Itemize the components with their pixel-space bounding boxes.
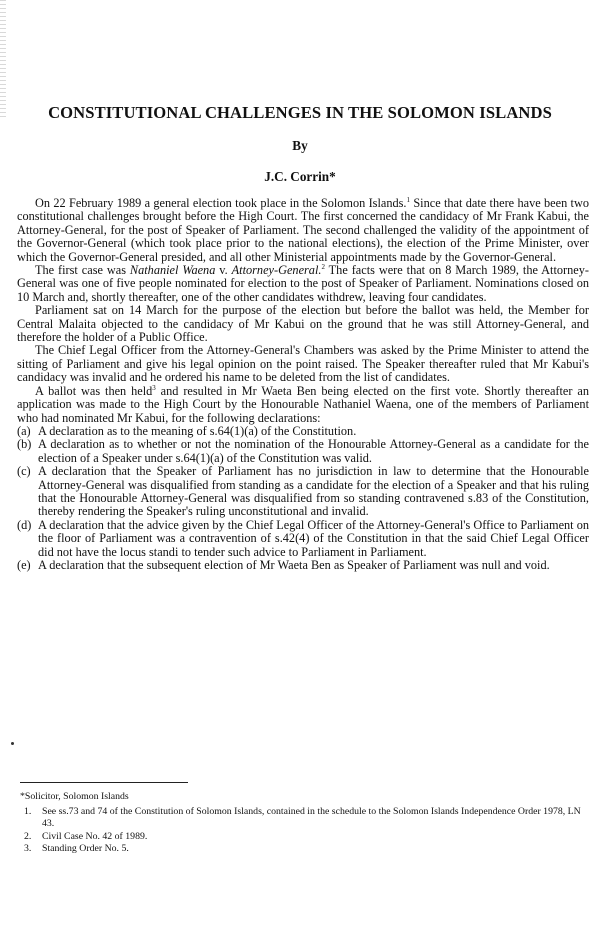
footnote-divider: [20, 782, 188, 783]
footnote-text: Standing Order No. 5.: [42, 842, 129, 854]
paragraph-5: [17, 385, 589, 425]
margin-dot: [11, 742, 14, 745]
declaration-item: [17, 438, 589, 465]
footnotes: [20, 791, 586, 855]
declaration-item: [17, 425, 589, 438]
footnote-ref-2: 2: [321, 262, 325, 271]
declaration-text: A declaration that the Speaker of Parliament has no jurisdiction in law to determine that the Honourable Attorney-General was disqualified from standing as a candidate for the election of a Speaker and that his ruling that the Honourable Attorney-General was disqualified from so standing contravened s.83 of the Constitution, thereby rendering the Speaker's ruling unconstitutional and invalid.: [38, 464, 589, 519]
footnote-number: 2.: [24, 830, 32, 842]
paragraph-3: Parliament sat on 14 March for the purpose of the election but before the ballot was held, the Member for Central Malaita objected to the candidacy of Mr Kabui on the ground that he was still Attorney-General, and therefore the holder of a Public Office.: [17, 303, 589, 345]
paragraph-1-text-a: On 22 February 1989 a general election took place in the Solomon Islands.: [35, 196, 407, 210]
declaration-item: [17, 519, 589, 559]
article-title: CONSTITUTIONAL CHALLENGES IN THE SOLOMON ISLANDS: [48, 103, 552, 122]
footnote-item: [20, 831, 586, 843]
declaration-text: A declaration that the subsequent election of Mr Waeta Ben as Speaker of Parliament was null and void.: [38, 557, 550, 572]
footnote-author: *Solicitor, Solomon Islands: [20, 791, 129, 802]
paragraph-2-text-b: The facts were that on 8 March 1989, the Attorney-General was one of five people nominated for election to the post of Speaker of Parliament. Nominations closed on 10 March and, shortly thereafter, one of the other candidates withdrew, leaving four candidates.: [17, 263, 589, 304]
case-versus: v.: [215, 263, 232, 278]
footnote-ref-1: 1: [406, 195, 411, 204]
footnote-number: 3.: [24, 842, 32, 854]
paragraph-5-text-a: A ballot was then held: [35, 383, 153, 398]
paragraph-4: The Chief Legal Officer from the Attorney-General's Chambers was asked by the Prime Minister to attend the sitting of Parliament and give his legal opinion on the point raised. The Speaker thereafter ruled that Mr Kabui's candidacy was invalid and he ordered his name to be deleted from the list of candidates.: [17, 343, 589, 385]
footnote-item: [20, 806, 586, 830]
paragraph-5-text-b: and resulted in Mr Waeta Ben being elected on the first vote. Shortly thereafter an application was made to the High Court by the Honourable Nathaniel Waena, one of the members of Parliament who had nominated Mr Kabui, for the following declarations:: [17, 383, 589, 425]
declaration-marker: (b): [17, 437, 32, 452]
case-name-part-1: Nathaniel Waena: [129, 263, 216, 278]
declaration-text: A declaration that the advice given by the Chief Legal Officer of the Attorney-General's Office to Parliament on the floor of Parliament was a contravention of s.42(4) of the Constitution in that the said Chief Legal Officer did not have the locus standi to tender such advice to Parliament in Parliament.: [38, 517, 589, 559]
byline-by: By: [292, 138, 308, 153]
author-name: J.C. Corrin*: [264, 169, 336, 184]
declaration-text: A declaration as to whether or not the nomination of the Honourable Attorney-General as a candidate for the election of a Speaker under s.64(1)(a) of the Constitution was valid.: [38, 437, 589, 465]
footnote-number: 1.: [24, 806, 32, 818]
footnote-ref-3: 3: [152, 383, 156, 392]
footnote-text: Civil Case No. 42 of 1989.: [42, 830, 148, 842]
declaration-item: [17, 559, 589, 572]
declaration-marker: (c): [17, 464, 31, 479]
article-body: [17, 197, 589, 572]
declaration-text: A declaration as to the meaning of s.64(1)(a) of the Constitution.: [38, 423, 357, 438]
declaration-marker: (e): [17, 557, 31, 572]
scan-edge-artifact: [0, 0, 6, 120]
footnote-item: [20, 843, 586, 855]
declaration-marker: (a): [17, 423, 31, 438]
paragraph-1-text-b: Since that date there have been two constitutional challenges brought before the High Court. The first concerned the candidacy of Mr Frank Kabui, the Attorney-General, for the post of Speaker of Parliament. The second challenged the validity of the appointment of the Governor-General (which took place prior to the national elections), the election of the Prime Minister, over which the Governor-General presided, and all other Ministerial appointments made by the Governor-General.: [17, 196, 589, 264]
paragraph-2: [17, 264, 589, 304]
paragraph-1: [17, 197, 589, 264]
declaration-item: [17, 465, 589, 519]
declarations-list: [17, 425, 589, 572]
declaration-marker: (d): [17, 517, 32, 532]
footnote-text: See ss.73 and 74 of the Constitution of Solomon Islands, contained in the schedule to the Solomon Islands Independence Order 1978, LN 43.: [42, 806, 581, 830]
paragraph-2-text-a: The first case was: [35, 263, 130, 278]
case-name-part-2: Attorney-General.: [231, 263, 322, 278]
